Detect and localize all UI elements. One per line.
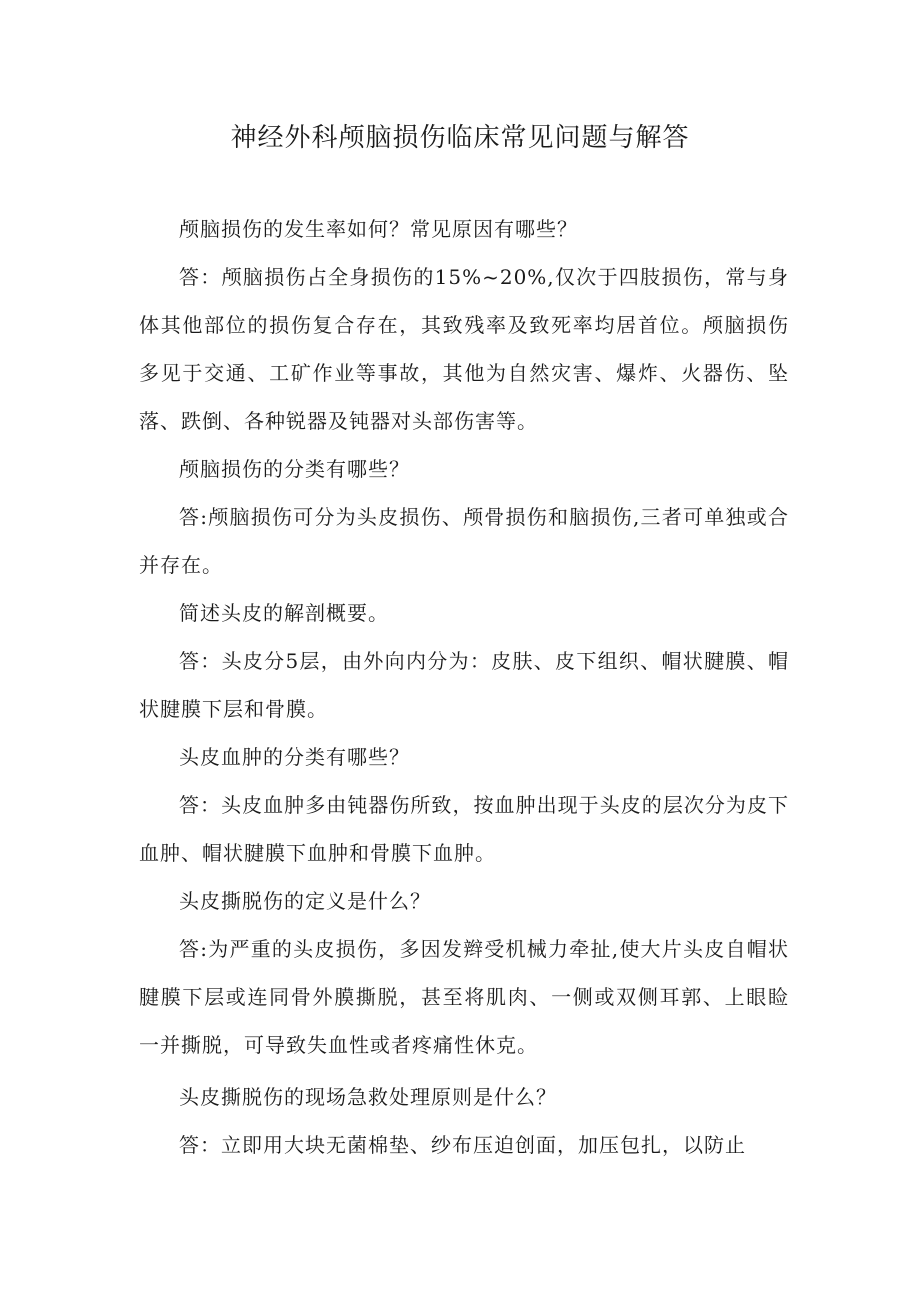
- answer-paragraph: 答：头皮分5层，由外向内分为：皮肤、皮下组织、帽状腱膜、帽状腱膜下层和骨膜。: [139, 649, 789, 721]
- question-paragraph: 颅脑损伤的发生率如何？常见原因有哪些？: [179, 217, 578, 241]
- question-paragraph: 头皮撕脱伤的现场急救处理原则是什么？: [179, 1085, 557, 1109]
- page-title: 神经外科颅脑损伤临床常见问题与解答: [230, 123, 690, 153]
- document-body: [139, 205, 789, 1169]
- answer-paragraph: 答：头皮血肿多由钝器伤所致，按血肿出现于头皮的层次分为皮下血肿、帽状腱膜下血肿和骨膜下血肿。: [139, 793, 789, 865]
- answer-paragraph: 答:为严重的头皮损伤，多因发辫受机械力牵扯,使大片头皮自帽状腱膜下层或连同骨外膜撕脱，甚至将肌肉、一侧或双侧耳郭、上眼睑一并撕脱，可导致失血性或者疼痛性休克。: [139, 937, 789, 1057]
- question-paragraph: 头皮撕脱伤的定义是什么？: [179, 889, 431, 913]
- answer-paragraph: 答：立即用大块无菌棉垫、纱布压迫创面，加压包扎，以防止: [179, 1133, 746, 1157]
- question-paragraph: 颅脑损伤的分类有哪些？: [179, 457, 410, 481]
- question-paragraph: 头皮血肿的分类有哪些？: [179, 745, 410, 769]
- question-paragraph: 简述头皮的解剖概要。: [179, 601, 389, 625]
- answer-paragraph: 答：颅脑损伤占全身损伤的15%~20%,仅次于四肢损伤，常与身体其他部位的损伤复合存在，其致残率及致死率均居首位。颅脑损伤多见于交通、工矿作业等事故，其他为自然灾害、爆炸、火器伤、坠落、跌倒、各种锐器及钝器对头部伤害等。: [139, 265, 789, 433]
- answer-paragraph: 答:颅脑损伤可分为头皮损伤、颅骨损伤和脑损伤,三者可单独或合并存在。: [139, 505, 789, 577]
